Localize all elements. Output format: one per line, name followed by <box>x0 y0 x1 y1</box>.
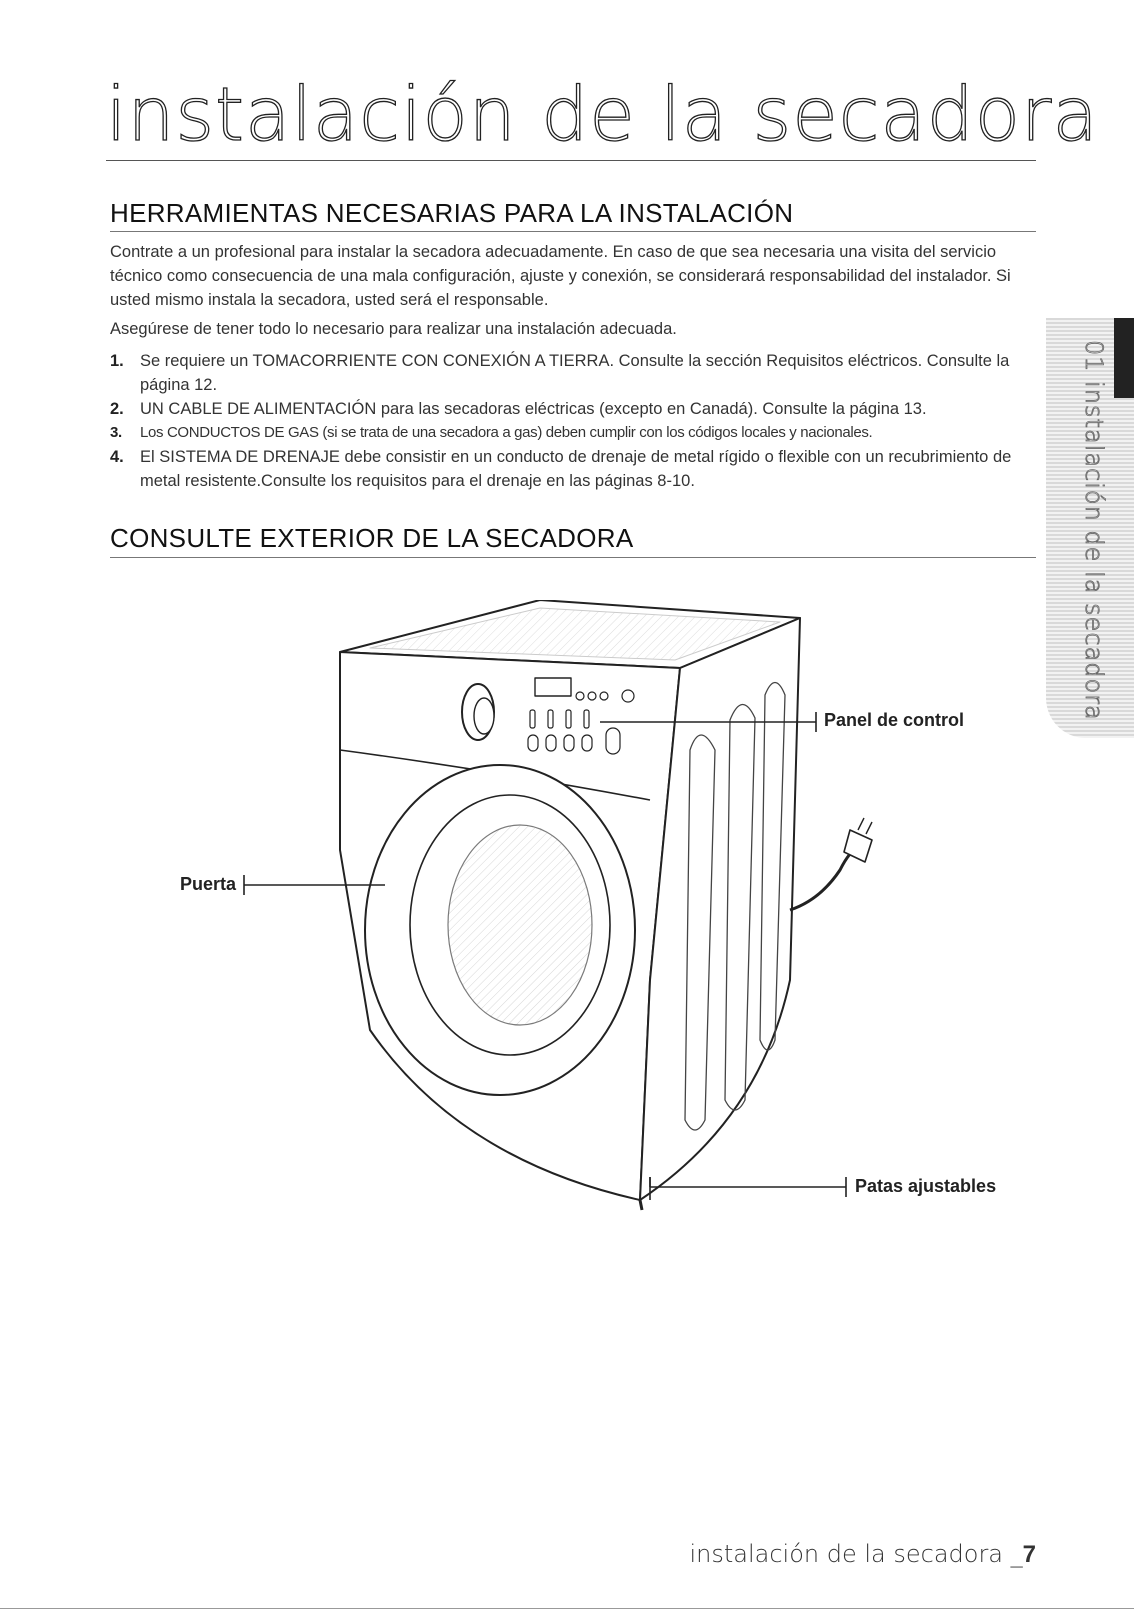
page-footer <box>689 1540 1036 1569</box>
intro-paragraph: Contrate a un profesional para instalar la secadora adecuadamente. En caso de que sea necesaria una visita del servicio técnico como consecuencia de una mala configuración, ajuste y conexión, se considerará responsabilidad del instalador. Si usted mismo instala la secadora, usted será el responsable. <box>110 243 1011 309</box>
requirements-list <box>110 349 1040 493</box>
footer-text: instalación de la secadora _ <box>689 1540 1023 1568</box>
power-cord <box>790 846 860 910</box>
page-number: 7 <box>1022 1541 1036 1568</box>
display-window <box>535 678 571 696</box>
adjustable-leg <box>640 1200 642 1210</box>
list-item-text: Los CONDUCTOS DE GAS (si se trata de una secadora a gas) deben cumplir con los códigos locales y nacionales. <box>140 424 873 441</box>
section-heading-exterior: CONSULTE EXTERIOR DE LA SECADORA <box>110 523 634 553</box>
chapter-tab-marker <box>1114 318 1134 398</box>
callout-door: Puerta <box>180 874 237 894</box>
list-item <box>110 397 1040 421</box>
list-item-text: UN CABLE DE ALIMENTACIÓN para las secadoras eléctricas (excepto en Canadá). Consulte la página 13. <box>140 400 927 418</box>
list-item-number: 3. <box>110 424 122 441</box>
list-item-number: 1. <box>110 352 124 370</box>
list-item <box>110 445 1040 493</box>
list-item-text: Se requiere un TOMACORRIENTE CON CONEXIÓN A TIERRA. Consulte la sección Requisitos eléctricos. Consulte la página 12. <box>140 352 1010 394</box>
list-item <box>110 349 1040 397</box>
list-item-number: 2. <box>110 400 124 418</box>
list-item <box>110 421 1040 445</box>
callout-adjustable-legs: Patas ajustables <box>855 1176 997 1196</box>
section-rule-exterior <box>110 557 1036 558</box>
callout-control-panel: Panel de control <box>824 710 965 730</box>
list-item-text: El SISTEMA DE DRENAJE debe consistir en un conducto de drenaje de metal rígido o flexible con un recubrimiento de metal resistente.Consulte los requisitos para el drenaje en las páginas 8-10. <box>140 448 1012 490</box>
section-rule-tools <box>110 231 1036 232</box>
intro-paragraph-2: Asegúrese de tener todo lo necesario para realizar una instalación adecuada. <box>110 320 677 338</box>
bottom-rule <box>0 1608 1134 1609</box>
section-heading-tools: HERRAMIENTAS NECESARIAS PARA LA INSTALACIÓN <box>110 198 794 228</box>
title-rule <box>106 160 1036 161</box>
dryer-illustration <box>160 600 1060 1240</box>
list-item-number: 4. <box>110 448 124 466</box>
chapter-tab-label: 01 instalación de la secadora <box>1080 340 1108 721</box>
page-title: instalación de la secadora <box>106 72 1099 158</box>
